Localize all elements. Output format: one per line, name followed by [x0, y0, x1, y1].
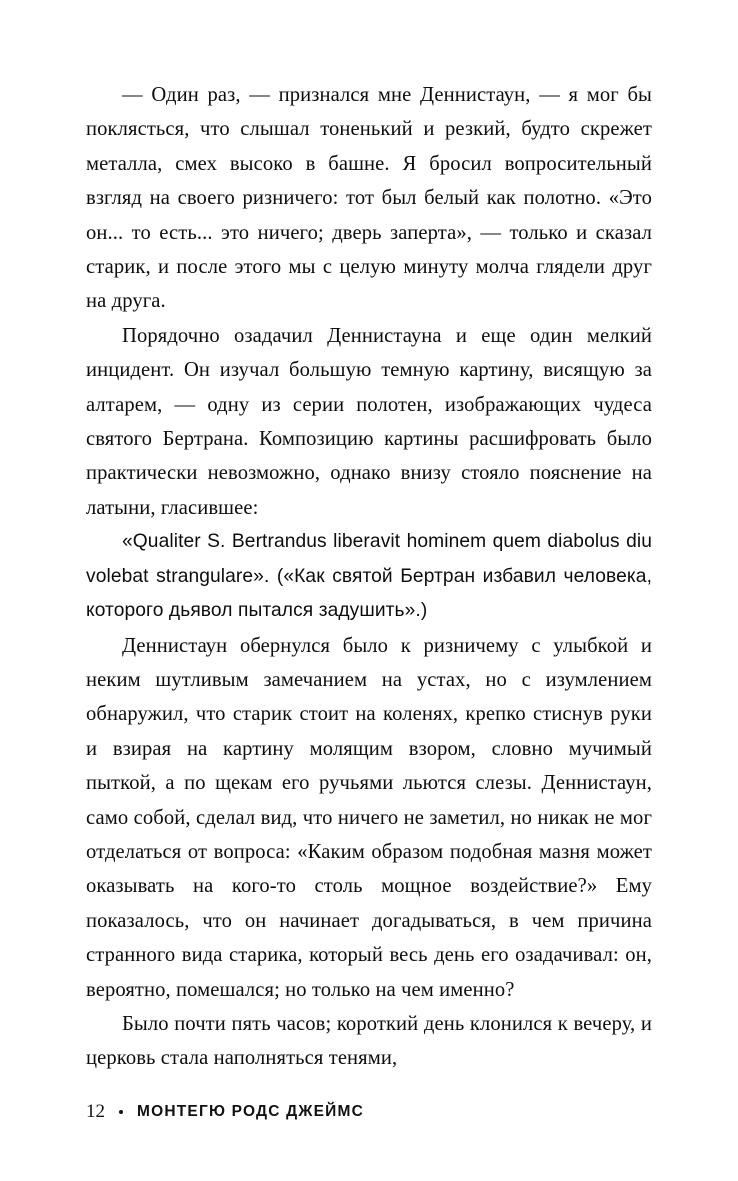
paragraph-5: Было почти пять часов; короткий день клонился к вечеру, и церковь стала наполняться тенями,	[86, 1012, 652, 1070]
separator-dot-icon	[119, 1110, 123, 1114]
paragraph-1: — Один раз, — признался мне Деннистаун, — я мог бы поклясться, что слышал тоненький и резкий, будто скрежет металла, смех высоко в башне. Я бросил вопросительный взгляд на своего ризничего: тот был белый как полотно. «Это он... то есть... это ничего; дверь заперта», — только и сказал старик, и после этого мы с целую минуту молча глядели друг на друга.	[86, 84, 652, 313]
page-body	[86, 78, 652, 1076]
paragraph-2: Порядочно озадачил Деннистауна и еще один мелкий инцидент. Он изучал большую темную картину, висящую за алтарем, — одну из серии полотен, изображающих чудеса святого Бертрана. Композицию картины расшифровать было практически невозможно, однако внизу стояло пояснение на латыни, гласившее:	[86, 324, 652, 519]
paragraph-3-latin-quote: «Qualiter S. Bertrandus liberavit hominem quem diabolus diu volebat strangulare». («Как святой Бертран избавил человека, которого дьявол пытался задушить».)	[86, 531, 652, 622]
running-head-author: МОНТЕГЮ РОДС ДЖЕЙМС	[137, 1103, 365, 1120]
paragraph-4: Деннистаун обернулся было к ризничему с улыбкой и неким шутливым замечанием на устах, но с изумлением обнаружил, что старик стоит на коленях, крепко стиснув руки и взирая на картину молящим взором, словно мучимый пыткой, а по щекам его ручьями льются слезы. Деннистаун, само собой, сделал вид, что ничего не заметил, но никак не мог отделаться от вопроса: «Каким образом подобная мазня может оказывать на кого-то столь мощное воздействие?» Ему показалось, что он начинает догадываться, в чем причина странного вида старика, который весь день его озадачивал: он, вероятно, помешался; но только на чем именно?	[86, 634, 652, 1001]
page-footer	[86, 1101, 364, 1123]
page-number: 12	[86, 1101, 105, 1122]
